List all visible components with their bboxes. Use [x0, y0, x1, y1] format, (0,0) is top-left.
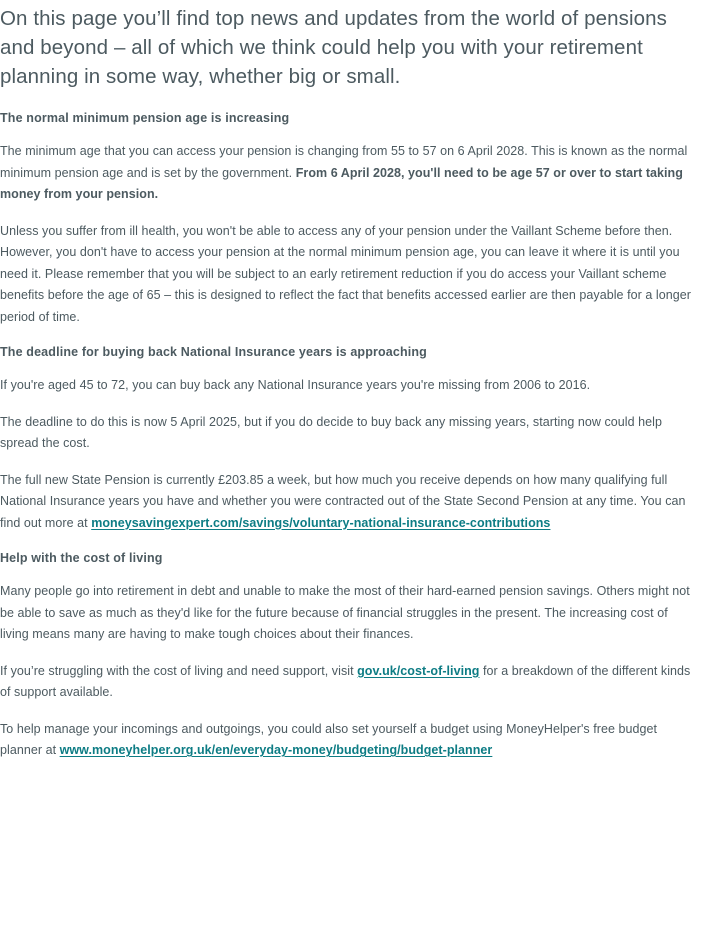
section-heading-cost-of-living: Help with the cost of living	[0, 551, 163, 565]
paragraph-buy-back-eligibility: If you're aged 45 to 72, you can buy back any National Insurance years you're missing from 2006 to 2016.	[0, 378, 591, 392]
link-gov-uk-cost-of-living[interactable]: gov.uk/cost-of-living	[357, 663, 480, 678]
paragraph-emphasis-age-57: From 6 April 2028, you'll need to be age 57 or over to start taking money from your pension.	[0, 165, 683, 201]
page-intro-paragraph: On this page you’ll find top news and updates from the world of pensions and beyond – all of which we think could help you with your retirement planning in some way, whether big or small.	[0, 7, 668, 88]
paragraph-buy-back-deadline: The deadline to do this is now 5 April 2025, but if you do decide to buy back any missing years, starting now could help spread the cost.	[0, 414, 662, 450]
link-moneysavingexpert-voluntary-ni[interactable]: moneysavingexpert.com/savings/voluntary-national-insurance-contributions	[91, 515, 551, 530]
paragraph-text-before-link: If you’re struggling with the cost of living and need support, visit	[0, 663, 358, 678]
paragraph-text-after-link: for a breakdown of the different kinds of support available.	[0, 663, 691, 699]
paragraph-text: To help manage your incomings and outgoings, you could also set yourself a budget using MoneyHelper's free budget planner at	[0, 721, 658, 757]
link-moneyhelper-budget-planner[interactable]: www.moneyhelper.org.uk/en/everyday-money/budgeting/budget-planner	[59, 743, 493, 757]
paragraph-state-pension-amount	[0, 470, 699, 535]
section-heading-national-insurance-deadline: The deadline for buying back National Insurance years is approaching	[0, 345, 427, 359]
paragraph-ill-health-and-early-retirement: Unless you suffer from ill health, you won't be able to access any of your pension under the Vaillant Scheme before then. However, you don't have to access your pension at the normal minimum pension age, you can leave it where it is until you need it. Please remember that you will be subject to an early retirement reduction if you do access your Vaillant scheme benefits before the age of 65 – this is designed to reflect the fact that benefits accessed earlier are then payable for a longer period of time.	[0, 223, 691, 324]
section-heading-minimum-pension-age: The normal minimum pension age is increasing	[0, 111, 290, 125]
paragraph-cost-of-living-support	[0, 661, 699, 704]
paragraph-minimum-age-change	[0, 141, 699, 206]
paragraph-text: The full new State Pension is currently £203.85 a week, but how much you receive depends on how many qualifying full National Insurance years you have and whether you were contracted out of the State Second Pension at any time. You can find out more at	[0, 472, 686, 530]
paragraph-retirement-debt: Many people go into retirement in debt and unable to make the most of their hard-earned pension savings. Others might not be able to save as much as they'd like for the future because of financial struggles in the present. The increasing cost of living means many are having to make tough choices about their finances.	[0, 584, 690, 641]
paragraph-text: The minimum age that you can access your pension is changing from 55 to 57 on 6 April 2028. This is known as the normal minimum pension age and is set by the government.	[0, 144, 688, 180]
paragraph-budget-planner	[0, 719, 699, 762]
